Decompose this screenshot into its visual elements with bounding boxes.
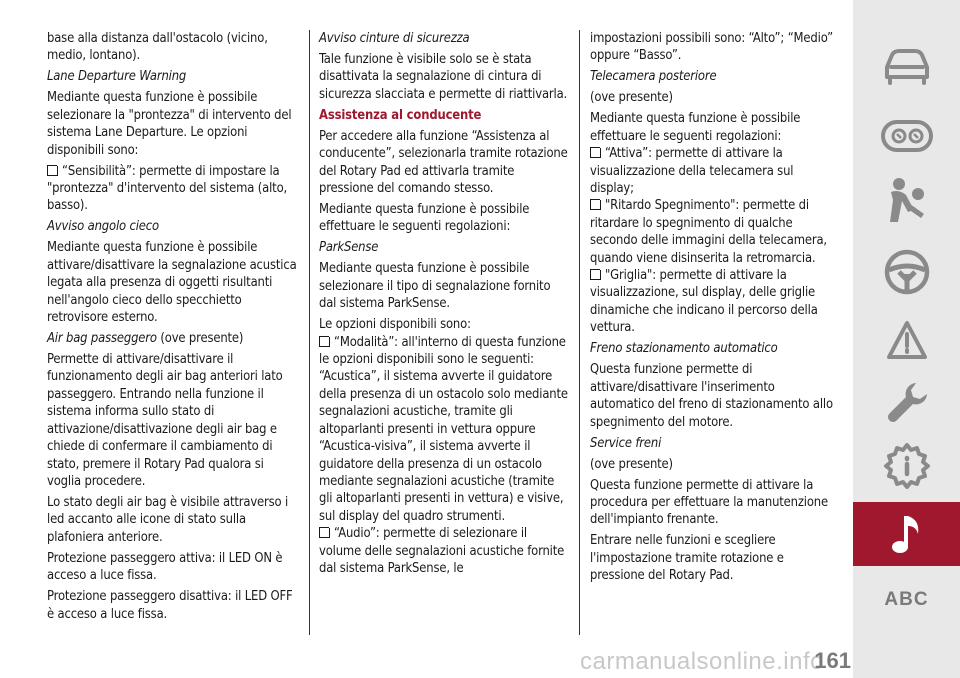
paragraph: Mediante questa funzione è possibile selezionare la "prontezza" di intervento del sistema Lane Departure. Le opzioni disponibili sono: [47, 90, 292, 158]
paragraph: Tale funzione è visibile solo se è stata disattivata la segnalazione di cintura di sicurezza slacciata e permette di riattivarla. [319, 52, 568, 102]
warning-triangle-icon[interactable] [853, 316, 960, 364]
chapter-sidebar [853, 0, 960, 678]
bullet-text: "Ritardo Spegnimento": permette di ritardare lo spegnimento di qualche secondo delle immagini della telecamera, quando viene disinserita la retromarcia. [590, 198, 827, 266]
paragraph: impostazioni possibili sono: “Alto”; “Medio” oppure “Basso”. [590, 31, 834, 64]
abc-index-label[interactable]: ABC [884, 589, 929, 610]
page-number: 161 [814, 648, 851, 673]
bullet-item [47, 163, 297, 215]
bullet-square-icon [47, 165, 58, 176]
paragraph: Protezione passeggero attiva: il LED ON è acceso a luce fissa. [47, 550, 283, 584]
paragraph: Entrare nelle funzioni e scegliere l'impostazione tramite rotazione e pressione del Rotary Pad. [590, 533, 784, 584]
subheading-title: Air bag passeggero [47, 331, 157, 347]
text-column-3 [590, 30, 840, 588]
watermark: carmanualsonline.info [580, 648, 824, 675]
paragraph: Mediante questa funzione è possibile effettuare le seguenti regolazioni: [590, 111, 801, 144]
music-note-icon[interactable] [853, 510, 960, 558]
paragraph: Permette di attivare/disattivare il funzionamento degli air bag anteriori lato passeggero. Entrando nella funzione il sistema informa sullo stato di attivazione/disattivazione degli air bag e chiede di confermare il cambiamento di stato, premere il Rotary Pad qualora si voglia procedere. [47, 352, 283, 489]
seatbelt-airbag-icon[interactable] [853, 175, 960, 225]
subheading: Lane Departure Warning [47, 69, 187, 85]
text-column-2 [319, 30, 569, 581]
subheading: Telecamera posteriore [590, 69, 717, 85]
subheading-note: (ove presente) [156, 331, 244, 347]
subheading: ParkSense [319, 240, 379, 256]
steering-wheel-icon[interactable] [853, 247, 960, 297]
text-column-1 [47, 30, 297, 627]
bullet-item [319, 525, 569, 577]
bullet-text: “Attiva”: permette di attivare la visualizzazione della telecamera sul display; [590, 146, 794, 197]
gear-info-icon[interactable] [853, 440, 960, 492]
bullet-text: “Audio”: permette di selezionare il volume delle segnalazioni acustiche fornite dal sistema ParkSense, le [319, 526, 565, 576]
bullet-item [319, 334, 569, 525]
paragraph: base alla distanza dall'ostacolo (vicino, medio, lontano). [47, 31, 268, 64]
bullet-text: "Griglia": permette di attivare la visualizzazione, sul display, delle griglie dinamiche che indicano il percorso della vettura. [590, 268, 818, 336]
bullet-square-icon [319, 336, 330, 347]
subheading [47, 330, 297, 347]
dashboard-gauges-icon[interactable] [853, 116, 960, 156]
bullet-text: “Modalità”: all'interno di questa funzione le opzioni disponibili sono le seguenti: “Acustica”, il sistema avverte il guidatore della presenza di un ostacolo solo mediante segnalazioni acustiche, tramite gli altoparlanti presenti in vettura oppure “Acustica-visiva”, il sistema avverte il guidatore della presenza di un ostacolo mediante segnalazioni acustiche (tramite gli altoparlanti presenti in vettura) e visive, sul display del quadro strumenti. [319, 334, 568, 524]
bullet-item [590, 145, 840, 197]
bullet-square-icon [590, 269, 601, 280]
subheading: Service freni [590, 435, 662, 451]
paragraph: Mediante questa funzione è possibile effettuare le seguenti regolazioni: [319, 202, 530, 235]
column-divider [579, 30, 580, 635]
paragraph: Per accedere alla funzione “Assistenza al conducente”, selezionarla tramite rotazione del Rotary Pad ed attivarla tramite pressione del comando stesso. [319, 128, 568, 197]
bullet-item [590, 197, 840, 267]
paragraph: Questa funzione permette di attivare la procedura per effettuare la manutenzione dell'impianto frenante. [590, 477, 828, 528]
paragraph: Mediante questa funzione è possibile selezionare il tipo di segnalazione fornito dal sistema ParkSense. [319, 261, 551, 312]
column-divider [309, 30, 310, 635]
paragraph: (ove presente) [590, 90, 673, 106]
section-heading: Assistenza al conducente [319, 107, 482, 123]
paragraph: (ove presente) [590, 456, 673, 472]
paragraph: Mediante questa funzione è possibile attivare/disattivare la segnalazione acustica legata alla presenza di oggetti risultanti nell'angolo cieco dello specchietto retrovisore esterno. [47, 240, 297, 326]
bullet-item [590, 267, 840, 337]
bullet-square-icon [590, 147, 601, 158]
paragraph: Lo stato degli air bag è visibile attraverso i led accanto alle icone di stato sulla plafoniera anteriore. [47, 494, 289, 545]
subheading: Freno stazionamento automatico [590, 341, 778, 357]
paragraph: Le opzioni disponibili sono: [319, 317, 471, 333]
paragraph: Questa funzione permette di attivare/disattivare l'inserimento automatico del freno di stazionamento allo spegnimento del motore. [590, 362, 833, 430]
wrench-icon[interactable] [853, 378, 960, 428]
subheading: Avviso cinture di sicurezza [319, 31, 470, 46]
car-icon[interactable] [853, 42, 960, 92]
bullet-square-icon [319, 527, 330, 538]
bullet-text: “Sensibilità”: permette di impostare la "prontezza" d'intervento del sistema (alto, basso). [47, 163, 288, 214]
subheading: Avviso angolo cieco [47, 219, 159, 235]
paragraph: Protezione passeggero disattiva: il LED OFF è acceso a luce fissa. [47, 589, 293, 622]
bullet-square-icon [590, 199, 601, 210]
